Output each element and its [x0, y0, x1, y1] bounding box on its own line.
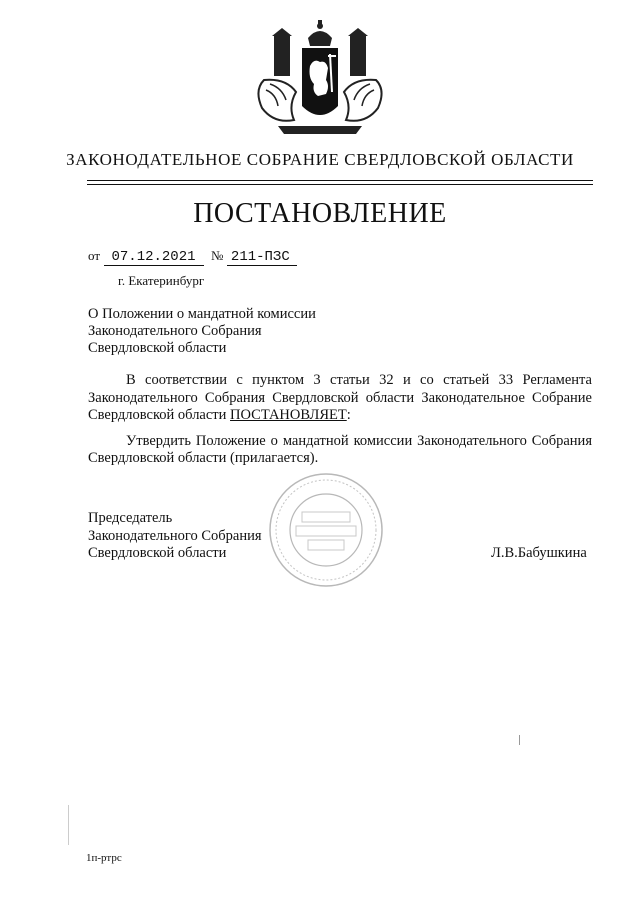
- paragraph-text: Утвердить Положение о мандатной комиссии Законодательного Собрания Свердловской области (прилагается).: [88, 432, 592, 466]
- date-label: от: [88, 248, 101, 263]
- paragraph-punctuation: :: [346, 407, 351, 423]
- signatory-position: [88, 510, 262, 563]
- header-rule-thick: [87, 180, 593, 181]
- date-value: 07.12.2021: [104, 249, 204, 266]
- organization-name: ЗАКОНОДАТЕЛЬНОЕ СОБРАНИЕ СВЕРДЛОВСКОЙ ОБЛАСТИ: [66, 150, 574, 169]
- date-number-line: [88, 248, 297, 266]
- body-text: [88, 372, 592, 476]
- scan-mark: [68, 805, 69, 845]
- coat-of-arms-emblem: [248, 20, 392, 138]
- position-line: Председатель: [88, 510, 173, 526]
- subject-line: Свердловской области: [88, 340, 227, 356]
- header-rule-thin: [87, 184, 593, 185]
- resolution-keyword: ПОСТАНОВЛЯЕТ: [230, 407, 347, 423]
- paragraph-text: В соответствии с пунктом 3 статьи 32 и со статьей 33 Регламента Законодательного Собрания Свердловской области Законодательное Собрание Свердловской области: [88, 372, 592, 423]
- signatory-name: Л.В.Бабушкина: [491, 545, 587, 561]
- scan-mark: [519, 735, 520, 745]
- subject-line: О Положении о мандатной комиссии: [88, 306, 316, 322]
- official-seal-stamp: [266, 470, 386, 590]
- subject-block: [88, 306, 316, 357]
- body-paragraph: [88, 372, 592, 425]
- position-line: Свердловской области: [88, 545, 227, 561]
- document-type-title: ПОСТАНОВЛЕНИЕ: [193, 198, 447, 229]
- footer-code: 1п-ртрс: [86, 852, 122, 864]
- body-paragraph: [88, 433, 592, 468]
- city: г. Екатеринбург: [118, 273, 205, 288]
- position-line: Законодательного Собрания: [88, 527, 262, 544]
- number-value: 211-ПЗС: [227, 249, 297, 266]
- number-label: №: [211, 248, 224, 263]
- subject-line: Законодательного Собрания: [88, 323, 262, 339]
